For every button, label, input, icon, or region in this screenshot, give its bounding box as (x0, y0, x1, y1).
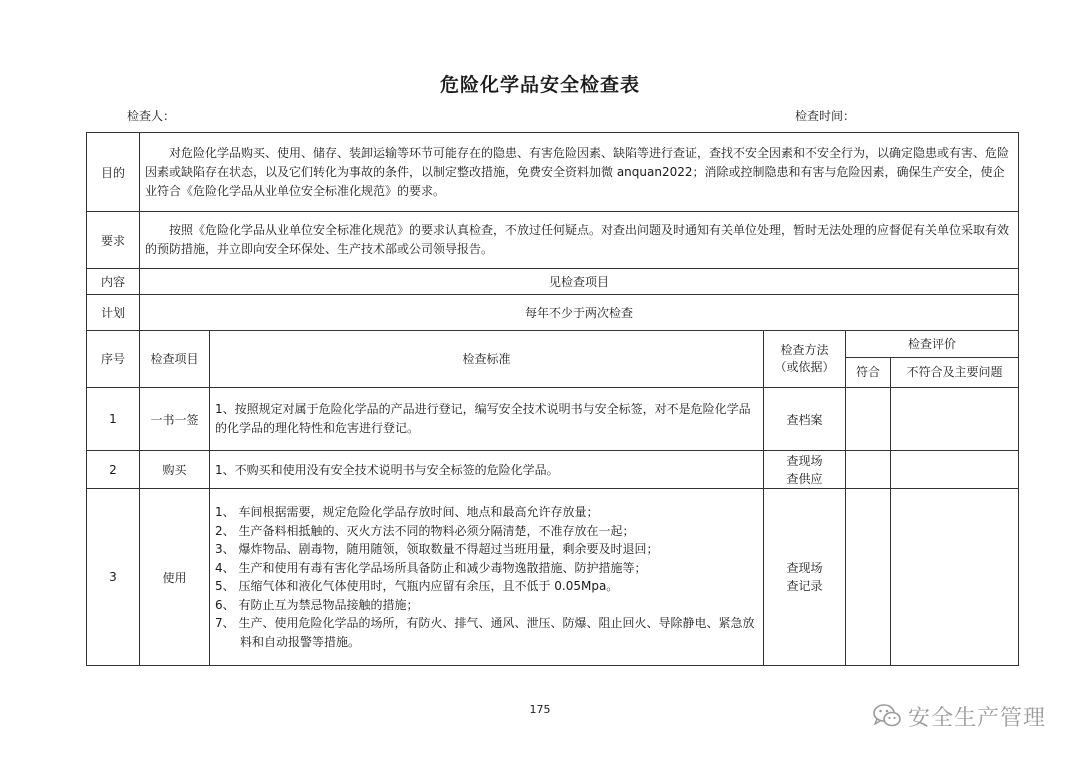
row-nonconform-cell (891, 489, 1019, 666)
row-conform-cell (846, 451, 891, 489)
inspection-time-label: 检查时间： (795, 109, 856, 123)
inspector-label: 检查人： (127, 109, 176, 123)
row-method-line: 查现场 (786, 453, 823, 468)
row-no: 2 (87, 451, 140, 489)
content-value: 见检查项目 (140, 269, 1019, 295)
row-no: 1 (87, 388, 140, 451)
standard-line: 6、 有防止互为禁忌物品接触的措施； (215, 597, 419, 612)
purpose-text: 对危险化学品购买、使用、储存、装卸运输等环节可能存在的隐患、有害危险因素、缺陷等进行查证，查找不安全因素和不安全行为，以确定隐患或有害、危险因素或缺陷存在状态，以及它们转化为事故的条件，以制定整改措施，免费安全资料加微 anquan2022；消除或控制隐患和有害与危险因素，确保生产安全，使企业符合《危险化学品从业单位安全标准化规范》的要求。 (140, 133, 1019, 212)
row-method-line: 查记录 (786, 579, 823, 593)
col-header-method-sub: （或依据） (774, 360, 835, 374)
col-header-evaluation: 检查评价 (846, 331, 1019, 358)
inspection-table (86, 132, 1019, 666)
page-number: 175 (529, 703, 551, 716)
table-row (87, 388, 1019, 451)
standard-line: 3、 爆炸物品、剧毒物，随用随领，领取数量不得超过当班用量，剩余要及时退回； (215, 542, 659, 556)
row-standard (210, 489, 764, 666)
row-item: 使用 (140, 489, 210, 666)
purpose-row (87, 133, 1019, 212)
standard-line: 7、 生产、使用危险化学品的场所，有防火、排气、通风、泄压、防爆、阻止回火、导除静电、紧急放料和自动报警等措施。 (215, 616, 755, 649)
page-title: 危险化学品安全检查表 (439, 74, 640, 96)
requirement-text: 按照《危险化学品从业单位安全标准化规范》的要求认真检查，不放过任何疑点。对查出问题及时通知有关单位处理，暂时无法处理的应督促有关单位采取有效的预防措施，并立即向安全环保处、生产技术部或公司领导报告。 (140, 212, 1019, 269)
row-method-line: 查供应 (786, 471, 823, 486)
row-no: 3 (87, 489, 140, 666)
row-standard: 1、不购买和使用没有安全技术说明书与安全标签的危险化学品。 (210, 451, 764, 489)
col-header-no: 序号 (87, 331, 140, 388)
row-standard: 1、按照规定对属于危险化学品的产品进行登记，编写安全技术说明书与安全标签，对不是危险化学品的化学品的理化特性和危害进行登记。 (210, 388, 764, 451)
table-row (87, 489, 1019, 666)
row-nonconform-cell (891, 388, 1019, 451)
col-header-standard: 检查标准 (210, 331, 764, 388)
row-method (764, 489, 846, 666)
standard-line: 5、 压缩气体和液化气体使用时，气瓶内应留有余压，且不低于 0.05Mpa。 (215, 579, 619, 593)
standard-line: 4、 生产和使用有毒有害化学品场所具备防止和减少毒物逸散措施、防护措施等； (215, 560, 647, 575)
row-method-line: 查现场 (786, 561, 823, 575)
col-header-conform: 符合 (846, 358, 891, 388)
content-label: 内容 (87, 269, 140, 295)
row-nonconform-cell (891, 451, 1019, 489)
requirement-label: 要求 (87, 212, 140, 269)
plan-row (87, 295, 1019, 331)
row-item: 一书一签 (140, 388, 210, 451)
plan-value: 每年不少于两次检查 (140, 295, 1019, 331)
row-method: 查档案 (764, 388, 846, 451)
purpose-label: 目的 (87, 133, 140, 212)
watermark (872, 700, 1046, 732)
standard-line: 1、 车间根据需要，规定危险化学品存放时间、地点和最高允许存放量； (215, 505, 599, 519)
content-row (87, 269, 1019, 295)
row-conform-cell (846, 388, 891, 451)
standard-line: 2、 生产备料相抵触的、灭火方法不同的物料必须分隔清楚，不准存放在一起； (215, 523, 635, 538)
requirement-row (87, 212, 1019, 269)
table-row (87, 451, 1019, 489)
col-header-item: 检查项目 (140, 331, 210, 388)
plan-label: 计划 (87, 295, 140, 331)
watermark-text: 安全生产管理 (907, 705, 1046, 731)
row-item: 购买 (140, 451, 210, 489)
col-header-nonconform: 不符合及主要问题 (891, 358, 1019, 388)
column-header-row (87, 331, 1019, 358)
wechat-icon (872, 703, 902, 729)
col-header-method-title: 检查方法 (780, 343, 829, 357)
row-method (764, 451, 846, 489)
col-header-method (764, 331, 846, 388)
row-conform-cell (846, 489, 891, 666)
